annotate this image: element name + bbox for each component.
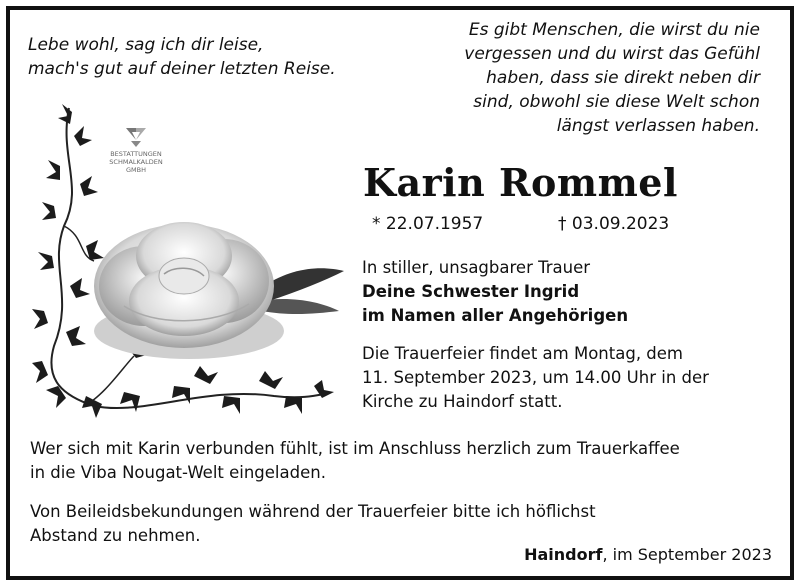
quote-line: haben, dass sie direkt neben dir <box>486 68 760 88</box>
service-line: 11. September 2023, um 14.00 Uhr in der <box>362 368 709 387</box>
poem-line: Lebe wohl, sag ich dir leise, <box>28 35 264 55</box>
service-notice <box>362 342 709 414</box>
poem-line: mach's gut auf deiner letzten Reise. <box>28 59 336 79</box>
closing-line <box>524 545 772 564</box>
closing-place: Haindorf <box>524 545 603 564</box>
logo-text-line: SCHMALKALDEN <box>109 158 163 166</box>
birth-date: * 22.07.1957 <box>372 214 484 234</box>
invitation-line: Wer sich mit Karin verbunden fühlt, ist im Anschluss herzlich zum Trauerkaffee <box>30 439 680 458</box>
closing-date: , im September 2023 <box>602 545 772 564</box>
mourners-intro: In stiller, unsagbarer Trauer <box>362 258 591 277</box>
logo-text-line: BESTATTUNGEN <box>110 150 162 158</box>
logo-text-line: GMBH <box>126 166 146 174</box>
condolence-line: Abstand zu nehmen. <box>30 526 201 545</box>
invitation-text <box>30 437 680 485</box>
condolence-line: Von Beileidsbekundungen während der Trauerfeier bitte ich höflichst <box>30 502 596 521</box>
mourner-name: Deine Schwester Ingrid <box>362 282 580 301</box>
mourners-family: im Namen aller Angehörigen <box>362 306 629 325</box>
deceased-name: Karin Rommel <box>363 160 678 205</box>
service-line: Kirche zu Haindorf statt. <box>362 392 563 411</box>
quote-line: sind, obwohl sie diese Welt schon <box>473 92 760 112</box>
farewell-poem <box>28 33 336 81</box>
quote-line: vergessen und du wirst das Gefühl <box>464 44 760 64</box>
memorial-quote <box>410 18 760 138</box>
peony-ivy-illustration <box>24 96 354 432</box>
service-line: Die Trauerfeier findet am Montag, dem <box>362 344 684 363</box>
condolence-request <box>30 500 596 548</box>
mourners-block <box>362 256 628 328</box>
quote-line: längst verlassen haben. <box>556 116 760 136</box>
quote-line: Es gibt Menschen, die wirst du nie <box>468 20 760 40</box>
death-date: † 03.09.2023 <box>558 214 670 234</box>
invitation-line: in die Viba Nougat-Welt eingeladen. <box>30 463 326 482</box>
